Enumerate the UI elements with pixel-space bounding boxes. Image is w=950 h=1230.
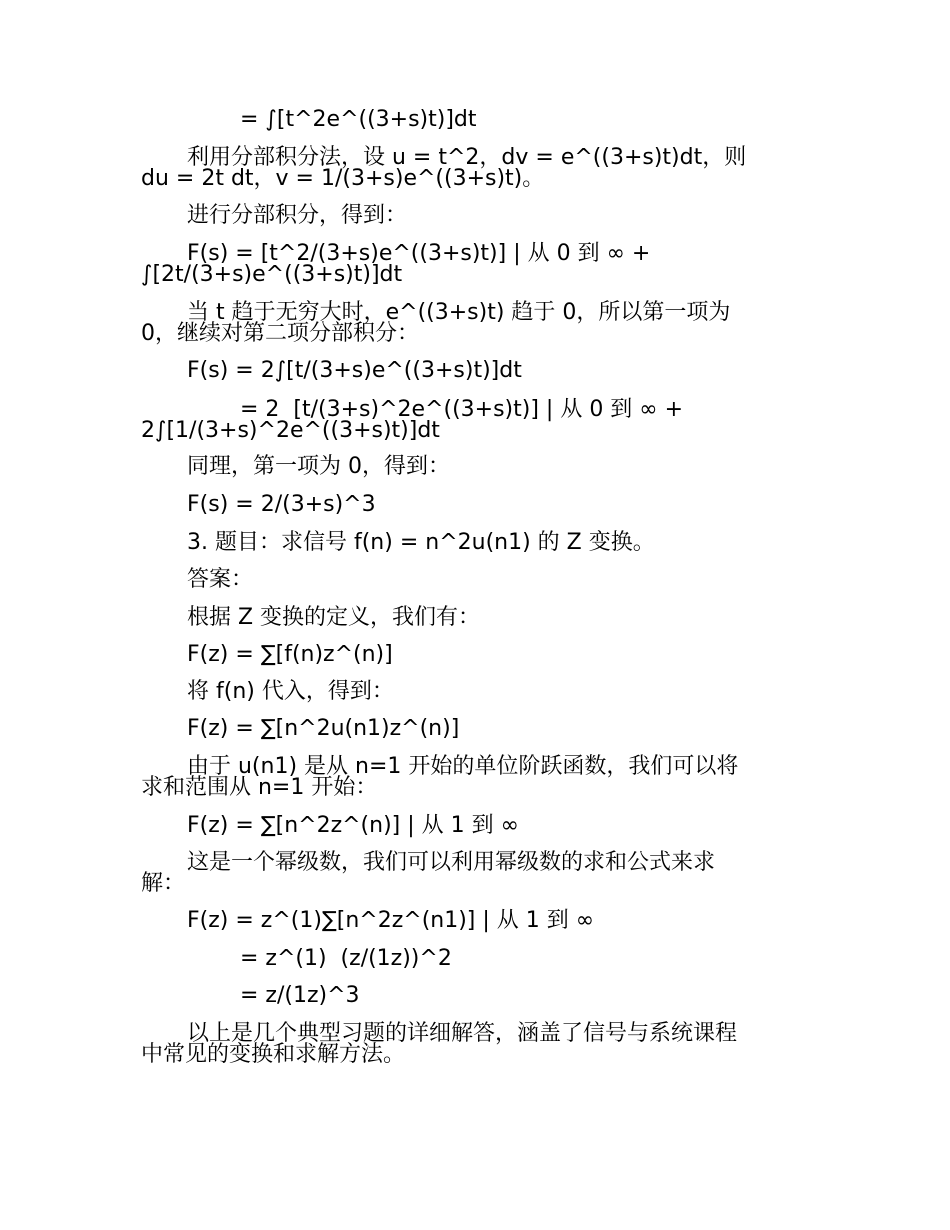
equation-line: = z/(1z)^3 — [240, 983, 360, 1008]
equation-line: F(s) = 2∫[t/(3+s)e^((3+s)t)]dt — [187, 358, 522, 383]
paragraph-line: 0，继续对第二项分部积分： — [141, 321, 419, 346]
paragraph-line: 根据 Z 变换的定义，我们有： — [187, 605, 481, 630]
question-heading: 3. 题目：求信号 f(n) = n^2u(n1) 的 Z 变换。 — [187, 530, 655, 555]
equation-line: = z^(1) (z/(1z))^2 — [240, 946, 452, 971]
equation-line: F(s) = 2/(3+s)^3 — [187, 492, 376, 517]
paragraph-line: 解： — [141, 871, 186, 896]
equation-line: ∫[2t/(3+s)e^((3+s)t)]dt — [141, 262, 403, 287]
equation-line: = ∫[t^2e^((3+s)t)]dt — [240, 107, 477, 132]
paragraph-line: 以上是几个典型习题的详细解答，涵盖了信号与系统课程 — [187, 1021, 738, 1046]
equation-line: F(s) = [t^2/(3+s)e^((3+s)t)] | 从 0 到 ∞ + — [187, 241, 651, 266]
paragraph-line: du = 2t dt，v = 1/(3+s)e^((3+s)t)。 — [141, 166, 545, 191]
paragraph-line: 由于 u(n1) 是从 n=1 开始的单位阶跃函数，我们可以将 — [187, 754, 739, 779]
paragraph-line: 将 f(n) 代入，得到： — [187, 679, 394, 704]
paragraph-line: 利用分部积分法，设 u = t^2，dv = e^((3+s)t)dt，则 — [187, 145, 747, 170]
answer-label: 答案： — [187, 567, 254, 592]
equation-line: F(z) = z^(1)∑[n^2z^(n1)] | 从 1 到 ∞ — [187, 908, 595, 933]
equation-line: F(z) = ∑[f(n)z^(n)] — [187, 642, 393, 667]
paragraph-line: 当 t 趋于无穷大时，e^((3+s)t) 趋于 0，所以第一项为 — [187, 300, 731, 325]
equation-line: = 2 [t/(3+s)^2e^((3+s)t)] | 从 0 到 ∞ + — [240, 397, 684, 422]
equation-line: F(z) = ∑[n^2u(n1)z^(n)] — [187, 716, 460, 741]
paragraph-line: 进行分部积分，得到： — [187, 203, 408, 228]
equation-line: F(z) = ∑[n^2z^(n)] | 从 1 到 ∞ — [187, 813, 519, 838]
paragraph-line: 同理，第一项为 0，得到： — [187, 454, 450, 479]
paragraph-line: 求和范围从 n=1 开始： — [141, 775, 378, 800]
paragraph-line: 中常见的变换和求解方法。 — [141, 1042, 406, 1067]
equation-line: 2∫[1/(3+s)^2e^((3+s)t)]dt — [141, 418, 440, 443]
paragraph-line: 这是一个幂级数，我们可以利用幂级数的求和公式来求 — [187, 850, 716, 875]
